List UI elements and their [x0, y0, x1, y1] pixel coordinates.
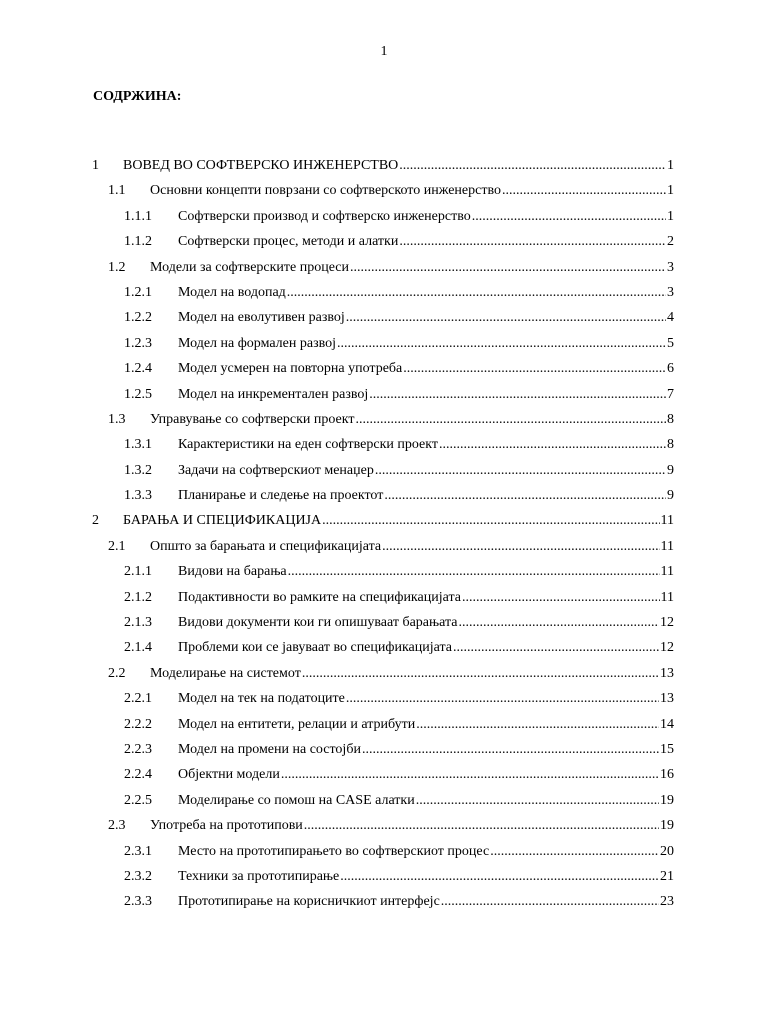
toc-entry-title: Модел на еволутивен развој [178, 310, 345, 326]
toc-entry-title: Задачи на софтверскиот менаџер [178, 462, 374, 478]
toc-entry-title: Модел на тек на податоците [178, 691, 345, 707]
toc-entry-title: Техники за прототипирање [178, 868, 340, 884]
toc-entry[interactable] [0, 587, 768, 612]
toc-entry-page: 13 [660, 691, 674, 707]
dot-leader [350, 257, 666, 279]
toc-entry-line [178, 739, 674, 761]
toc-entry[interactable] [0, 561, 768, 586]
toc-entry[interactable] [0, 358, 768, 383]
toc-entry-line [178, 460, 674, 482]
toc-entry-line [178, 561, 674, 583]
toc-entry-line [178, 587, 674, 609]
toc-entry-page: 14 [660, 716, 674, 732]
toc-entry-page: 12 [660, 615, 674, 631]
toc-entry-number: 2.2.5 [124, 792, 152, 808]
toc-entry-title: Модел на промени на состојби [178, 741, 361, 757]
toc-entry-title: Модели за софтверските процеси [150, 259, 349, 275]
toc-entry-page: 3 [667, 284, 674, 300]
toc-entry-line [178, 358, 674, 380]
toc-entry-number: 2.3 [108, 818, 126, 834]
toc-entry[interactable] [0, 409, 768, 434]
toc-entry-line [178, 206, 674, 228]
toc-entry[interactable] [0, 612, 768, 637]
dot-leader [355, 409, 666, 431]
toc-entry[interactable] [0, 510, 768, 535]
toc-entry-page: 1 [667, 183, 674, 199]
toc-entry-number: 2 [92, 513, 99, 529]
toc-entry-line [178, 282, 674, 304]
dot-leader [375, 460, 666, 482]
toc-entry-line [150, 536, 674, 558]
toc-heading: СОДРЖИНА: [93, 89, 182, 104]
toc-entry[interactable] [0, 155, 768, 180]
toc-entry-number: 1.1.1 [124, 208, 152, 224]
toc-entry-page: 9 [667, 488, 674, 504]
dot-leader [287, 282, 666, 304]
toc-entry[interactable] [0, 637, 768, 662]
toc-entry-title: Софтверски производ и софтверско инженерство [178, 208, 471, 224]
toc-entry-page: 19 [660, 792, 674, 808]
dot-leader [459, 612, 660, 634]
dot-leader [337, 333, 666, 355]
dot-leader [502, 180, 666, 202]
toc-entry-title: Планирање и следење на проектот [178, 488, 384, 504]
dot-leader [322, 510, 659, 532]
toc-entry[interactable] [0, 663, 768, 688]
toc-entry-title: Модел на ентитети, релации и атрибути [178, 716, 416, 732]
toc-entry-page: 1 [667, 208, 674, 224]
toc-entry-page: 5 [667, 335, 674, 351]
toc-entry-number: 2.3.1 [124, 843, 152, 859]
toc-entry-title: Модел на водопад [178, 284, 286, 300]
toc-entry[interactable] [0, 307, 768, 332]
toc-entry-page: 8 [667, 411, 674, 427]
toc-entry[interactable] [0, 891, 768, 916]
toc-entry-line [178, 841, 674, 863]
toc-entry-line [178, 790, 674, 812]
toc-entry-title: Проблеми кои се јавуваат во спецификацијата [178, 640, 452, 656]
toc-entry-page: 7 [667, 386, 674, 402]
toc-entry[interactable] [0, 688, 768, 713]
toc-entry-title: Видови документи кои ги опишуваат барањата [178, 615, 458, 631]
dot-leader [384, 485, 666, 507]
toc-entry-page: 3 [667, 259, 674, 275]
dot-leader [403, 358, 666, 380]
toc-entry-number: 1 [92, 158, 99, 173]
toc-entry[interactable] [0, 764, 768, 789]
toc-entry-line [178, 612, 674, 634]
toc-entry-page: 11 [660, 538, 674, 554]
toc-entry-number: 2.2.1 [124, 691, 152, 707]
toc-entry-line [178, 384, 674, 406]
toc-entry-number: 1.3.1 [124, 437, 152, 453]
toc-entry-number: 1.3 [108, 411, 126, 427]
toc-entry-title: Прототипирање на корисничкиот интерфејс [178, 894, 440, 910]
toc-entry-title: Подактивности во рамките на спецификацијата [178, 589, 461, 605]
toc-entry-line [178, 688, 674, 710]
toc-entry[interactable] [0, 434, 768, 459]
toc-entry-number: 2.1.2 [124, 589, 152, 605]
dot-leader [362, 739, 659, 761]
toc-entry-line [123, 510, 674, 532]
dot-leader [304, 815, 659, 837]
toc-entry-line [150, 409, 674, 431]
toc-entry[interactable] [0, 790, 768, 815]
toc-entry-line [150, 663, 674, 685]
toc-entry[interactable] [0, 739, 768, 764]
toc-entry-number: 2.2.3 [124, 741, 152, 757]
page-number: 1 [380, 44, 388, 59]
toc-entry-title: БАРАЊА И СПЕЦИФИКАЦИЈА [123, 513, 322, 529]
toc-entry[interactable] [0, 536, 768, 561]
dot-leader [416, 790, 659, 812]
toc-entry-line [178, 714, 674, 736]
dot-leader [288, 561, 660, 583]
dot-leader [399, 155, 666, 177]
toc-entry-line [178, 307, 674, 329]
toc-entry-number: 2.2.4 [124, 767, 152, 783]
dot-leader [346, 688, 659, 710]
dot-leader [302, 663, 659, 685]
toc-entry-number: 2.1.3 [124, 615, 152, 631]
toc-entry[interactable] [0, 257, 768, 282]
toc-entry-title: Карактеристики на еден софтверски проект [178, 437, 438, 453]
toc-entry-page: 6 [667, 361, 674, 377]
toc-entry[interactable] [0, 206, 768, 231]
dot-leader [472, 206, 666, 228]
toc-entry-page: 2 [667, 234, 674, 250]
toc-entry-page: 4 [667, 310, 674, 326]
toc-entry-page: 21 [660, 868, 674, 884]
toc-entry-number: 1.2.5 [124, 386, 152, 402]
toc-entry-page: 11 [660, 589, 674, 605]
toc-entry-number: 2.1.4 [124, 640, 152, 656]
toc-entry-line [150, 815, 674, 837]
toc-entry-title: Управување со софтверски проект [150, 411, 355, 427]
toc-entry-page: 20 [660, 843, 674, 859]
toc-entry-number: 2.3.2 [124, 868, 152, 884]
toc-entry-number: 2.3.3 [124, 894, 152, 910]
toc-entry-line [178, 764, 674, 786]
toc-entry-number: 1.3.2 [124, 462, 152, 478]
dot-leader [281, 764, 659, 786]
toc-entry-number: 1.1.2 [124, 234, 152, 250]
dot-leader [490, 841, 659, 863]
toc-entry-line [150, 180, 674, 202]
toc-entry[interactable] [0, 180, 768, 205]
toc-entry[interactable] [0, 866, 768, 891]
toc-entry-title: ВОВЕД ВО СОФТВЕРСКО ИНЖЕНЕРСТВО [123, 158, 399, 173]
dot-leader [399, 231, 666, 253]
toc-entry-title: Основни концепти поврзани со софтверското инженерство [150, 183, 501, 199]
toc-entry-page: 19 [660, 818, 674, 834]
toc-entry-title: Софтверски процес, методи и алатки [178, 234, 399, 250]
toc-entry-page: 8 [667, 437, 674, 453]
toc-entry-number: 2.1.1 [124, 564, 152, 580]
dot-leader [453, 637, 659, 659]
toc-entry-title: Употреба на прототипови [150, 818, 303, 834]
toc-entry-number: 2.2.2 [124, 716, 152, 732]
toc-entry[interactable] [0, 841, 768, 866]
toc-entry-line [178, 637, 674, 659]
toc-entry-line [178, 434, 674, 456]
toc-entry-page: 9 [667, 462, 674, 478]
toc-entry-line [178, 891, 674, 913]
dot-leader [439, 434, 666, 456]
toc-entry-number: 1.2 [108, 259, 126, 275]
toc-entry[interactable] [0, 714, 768, 739]
toc-entry[interactable] [0, 231, 768, 256]
toc-entry-number: 1.3.3 [124, 488, 152, 504]
toc-entry-page: 11 [660, 564, 674, 580]
dot-leader [340, 866, 659, 888]
toc-entry-number: 1.2.4 [124, 361, 152, 377]
toc-entry-title: Модел на формален развој [178, 335, 337, 351]
toc-entry-title: Модел усмерен на повторна употреба [178, 361, 403, 377]
toc-entry-page: 13 [660, 665, 674, 681]
table-of-contents [0, 155, 768, 917]
toc-entry[interactable] [0, 384, 768, 409]
toc-entry-number: 1.2.3 [124, 335, 152, 351]
toc-entry-number: 1.2.1 [124, 284, 152, 300]
toc-entry-title: Видови на барања [178, 564, 287, 580]
toc-entry-line [178, 866, 674, 888]
toc-entry-line [123, 155, 674, 177]
dot-leader [462, 587, 660, 609]
dot-leader [346, 307, 666, 329]
toc-entry-title: Место на прототипирањето во софтверскиот процес [178, 843, 490, 859]
toc-entry[interactable] [0, 282, 768, 307]
toc-entry-line [150, 257, 674, 279]
toc-entry-title: Модел на инкрементален развој [178, 386, 369, 402]
toc-entry-line [178, 485, 674, 507]
toc-entry-page: 11 [660, 513, 674, 529]
toc-entry-page: 23 [660, 894, 674, 910]
toc-entry-page: 1 [667, 158, 674, 173]
dot-leader [369, 384, 666, 406]
toc-entry-line [178, 333, 674, 355]
toc-entry[interactable] [0, 460, 768, 485]
toc-entry-line [178, 231, 674, 253]
toc-entry[interactable] [0, 815, 768, 840]
toc-entry-number: 2.1 [108, 538, 126, 554]
toc-entry-title: Моделирање на системот [150, 665, 301, 681]
toc-entry-title: Општо за барањата и спецификацијата [150, 538, 382, 554]
toc-entry[interactable] [0, 485, 768, 510]
dot-leader [416, 714, 659, 736]
toc-entry-page: 16 [660, 767, 674, 783]
toc-entry-number: 2.2 [108, 665, 126, 681]
toc-entry-page: 15 [660, 741, 674, 757]
toc-entry[interactable] [0, 333, 768, 358]
toc-entry-number: 1.2.2 [124, 310, 152, 326]
toc-entry-title: Моделирање со помош на CASE алатки [178, 792, 415, 808]
toc-entry-number: 1.1 [108, 183, 126, 199]
toc-entry-page: 12 [660, 640, 674, 656]
dot-leader [382, 536, 659, 558]
dot-leader [441, 891, 659, 913]
toc-entry-title: Објектни модели [178, 767, 280, 783]
